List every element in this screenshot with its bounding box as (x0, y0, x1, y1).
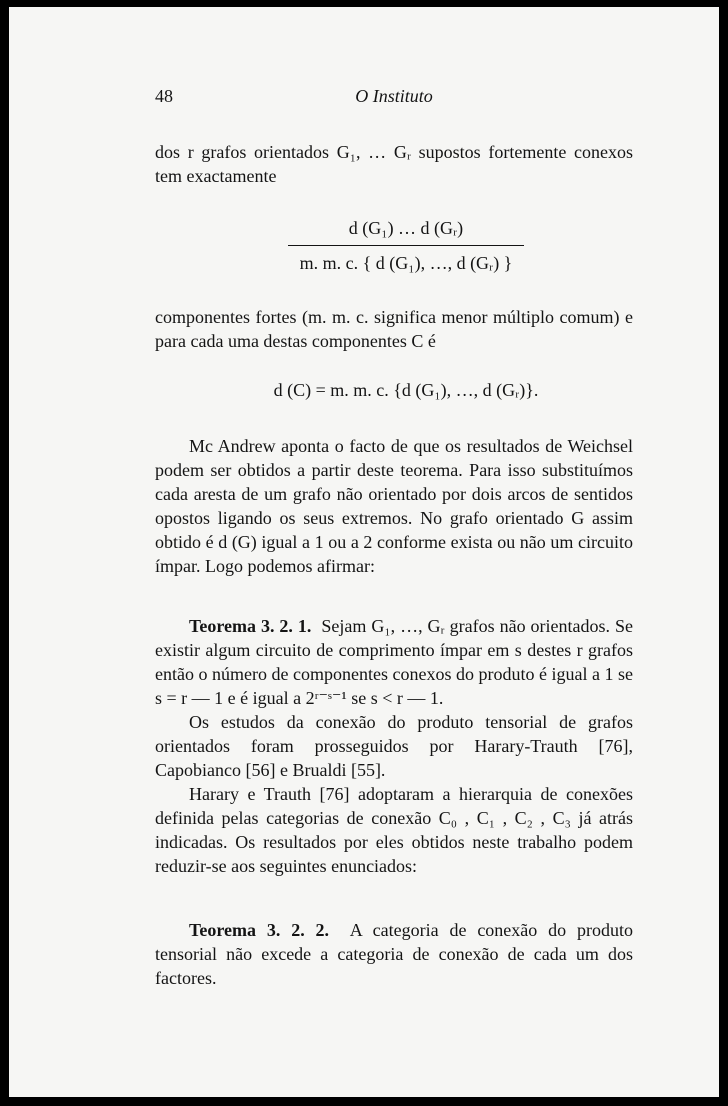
page-content (155, 78, 633, 990)
paragraph-5: Harary e Trauth [76] adoptaram a hierarquia de conexões definida pelas categorias de conexão C₀ , C₁ , C₂ , C₃ já atrás indicadas. Os resultados por eles obtidos neste trabalho podem reduzir-se aos seguintes enunciados: (155, 784, 633, 876)
paragraph-4: Os estudos da conexão do produto tensorial de grafos orientados foram prosseguidos por Harary-Trauth [76], Capobianco [56] e Brualdi [55]. (155, 712, 633, 780)
running-title: O Instituto (355, 86, 433, 106)
book-page (9, 7, 719, 1097)
paragraph-1: dos r grafos orientados G₁, … Gᵣ supostos fortemente conexos tem exactamente (155, 142, 633, 186)
fraction-numerator: d (G₁) … d (Gᵣ) (348, 218, 464, 238)
page-number: 48 (155, 86, 173, 106)
display-equation: d (C) = m. m. c. {d (G₁), …, d (Gᵣ)}. (273, 380, 539, 400)
page-header (155, 78, 633, 118)
paragraph-2: componentes fortes (m. m. c. significa menor múltiplo comum) e para cada uma destas componentes C é (155, 307, 633, 351)
theorem-2-label: Teorema 3. 2. 2. (189, 920, 330, 940)
theorem-2 (155, 918, 633, 990)
paragraph-3: Mc Andrew aponta o facto de que os resultados de Weichsel podem ser obtidos a partir deste teorema. Para isso substituímos cada aresta de um grafo não orientado por dois arcos de sentidos opostos ligando os seus extremos. No grafo orientado G assim obtido é d (G) igual a 1 ou a 2 conforme exista ou não um circuito ímpar. Logo podemos afirmar: (155, 436, 633, 576)
theorem-1-label: Teorema 3. 2. 1. (189, 616, 312, 636)
theorem-2-text: A categoria de conexão do produto tensorial não excede a categoria de conexão de cada um dos factores. (155, 920, 633, 988)
fraction-denominator: m. m. c. { d (G₁), …, d (Gᵣ) } (299, 253, 513, 273)
theorem-1 (155, 614, 633, 710)
theorem-1-text: Sejam G₁, …, Gᵣ grafos não orientados. Se existir algum circuito de comprimento ímpar em s destes r grafos então o número de componentes conexos do produto é igual a 1 se s = r — 1 e é igual a 2ʳ⁻ˢ⁻¹ se s < r — 1. (155, 616, 633, 708)
fraction-formula (167, 216, 645, 275)
